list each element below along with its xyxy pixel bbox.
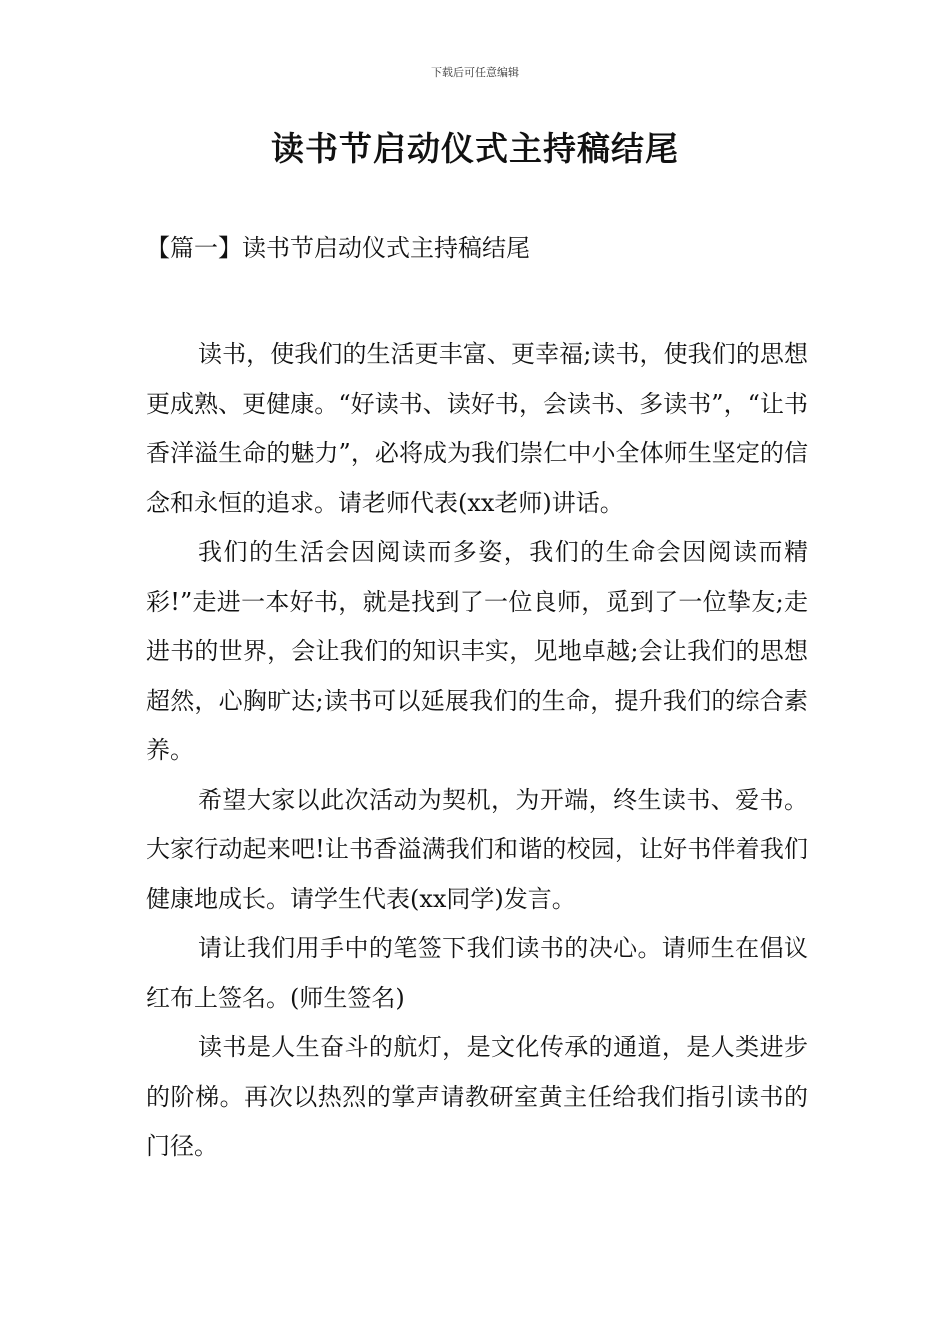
paragraph-4: 请让我们用手中的笔签下我们读书的决心。请师生在倡议红布上签名。(师生签名): [146, 934, 808, 1012]
section-heading: 【篇一】读书节启动仪式主持稿结尾: [146, 234, 530, 262]
paragraph-1: 读书，使我们的生活更丰富、更幸福;读书，使我们的思想更成熟、更健康。“好读书、读好书，会读书、多读书”，“让书香洋溢生命的魅力”，必将成为我们崇仁中小全体师生坚定的信念和永恒的追求。请老师代表(xx老师)讲话。: [146, 340, 808, 517]
paragraph-2: 我们的生活会因阅读而多姿，我们的生命会因阅读而精彩!”走进一本好书，就是找到了一位良师，觅到了一位挚友;走进书的世界，会让我们的知识丰实，见地卓越;会让我们的思想超然，心胸旷达;读书可以延展我们的生命，提升我们的综合素养。: [146, 538, 808, 764]
paragraph-5: 读书是人生奋斗的航灯，是文化传承的通道，是人类进步的阶梯。再次以热烈的掌声请教研室黄主任给我们指引读书的门径。: [146, 1033, 808, 1160]
document-body: [146, 330, 808, 1172]
page-title: 读书节启动仪式主持稿结尾: [271, 129, 679, 168]
header-note: 下载后可任意编辑: [431, 66, 519, 79]
paragraph-3: 希望大家以此次活动为契机，为开端，终生读书、爱书。大家行动起来吧!让书香溢满我们和谐的校园，让好书伴着我们健康地成长。请学生代表(xx同学)发言。: [146, 785, 808, 913]
